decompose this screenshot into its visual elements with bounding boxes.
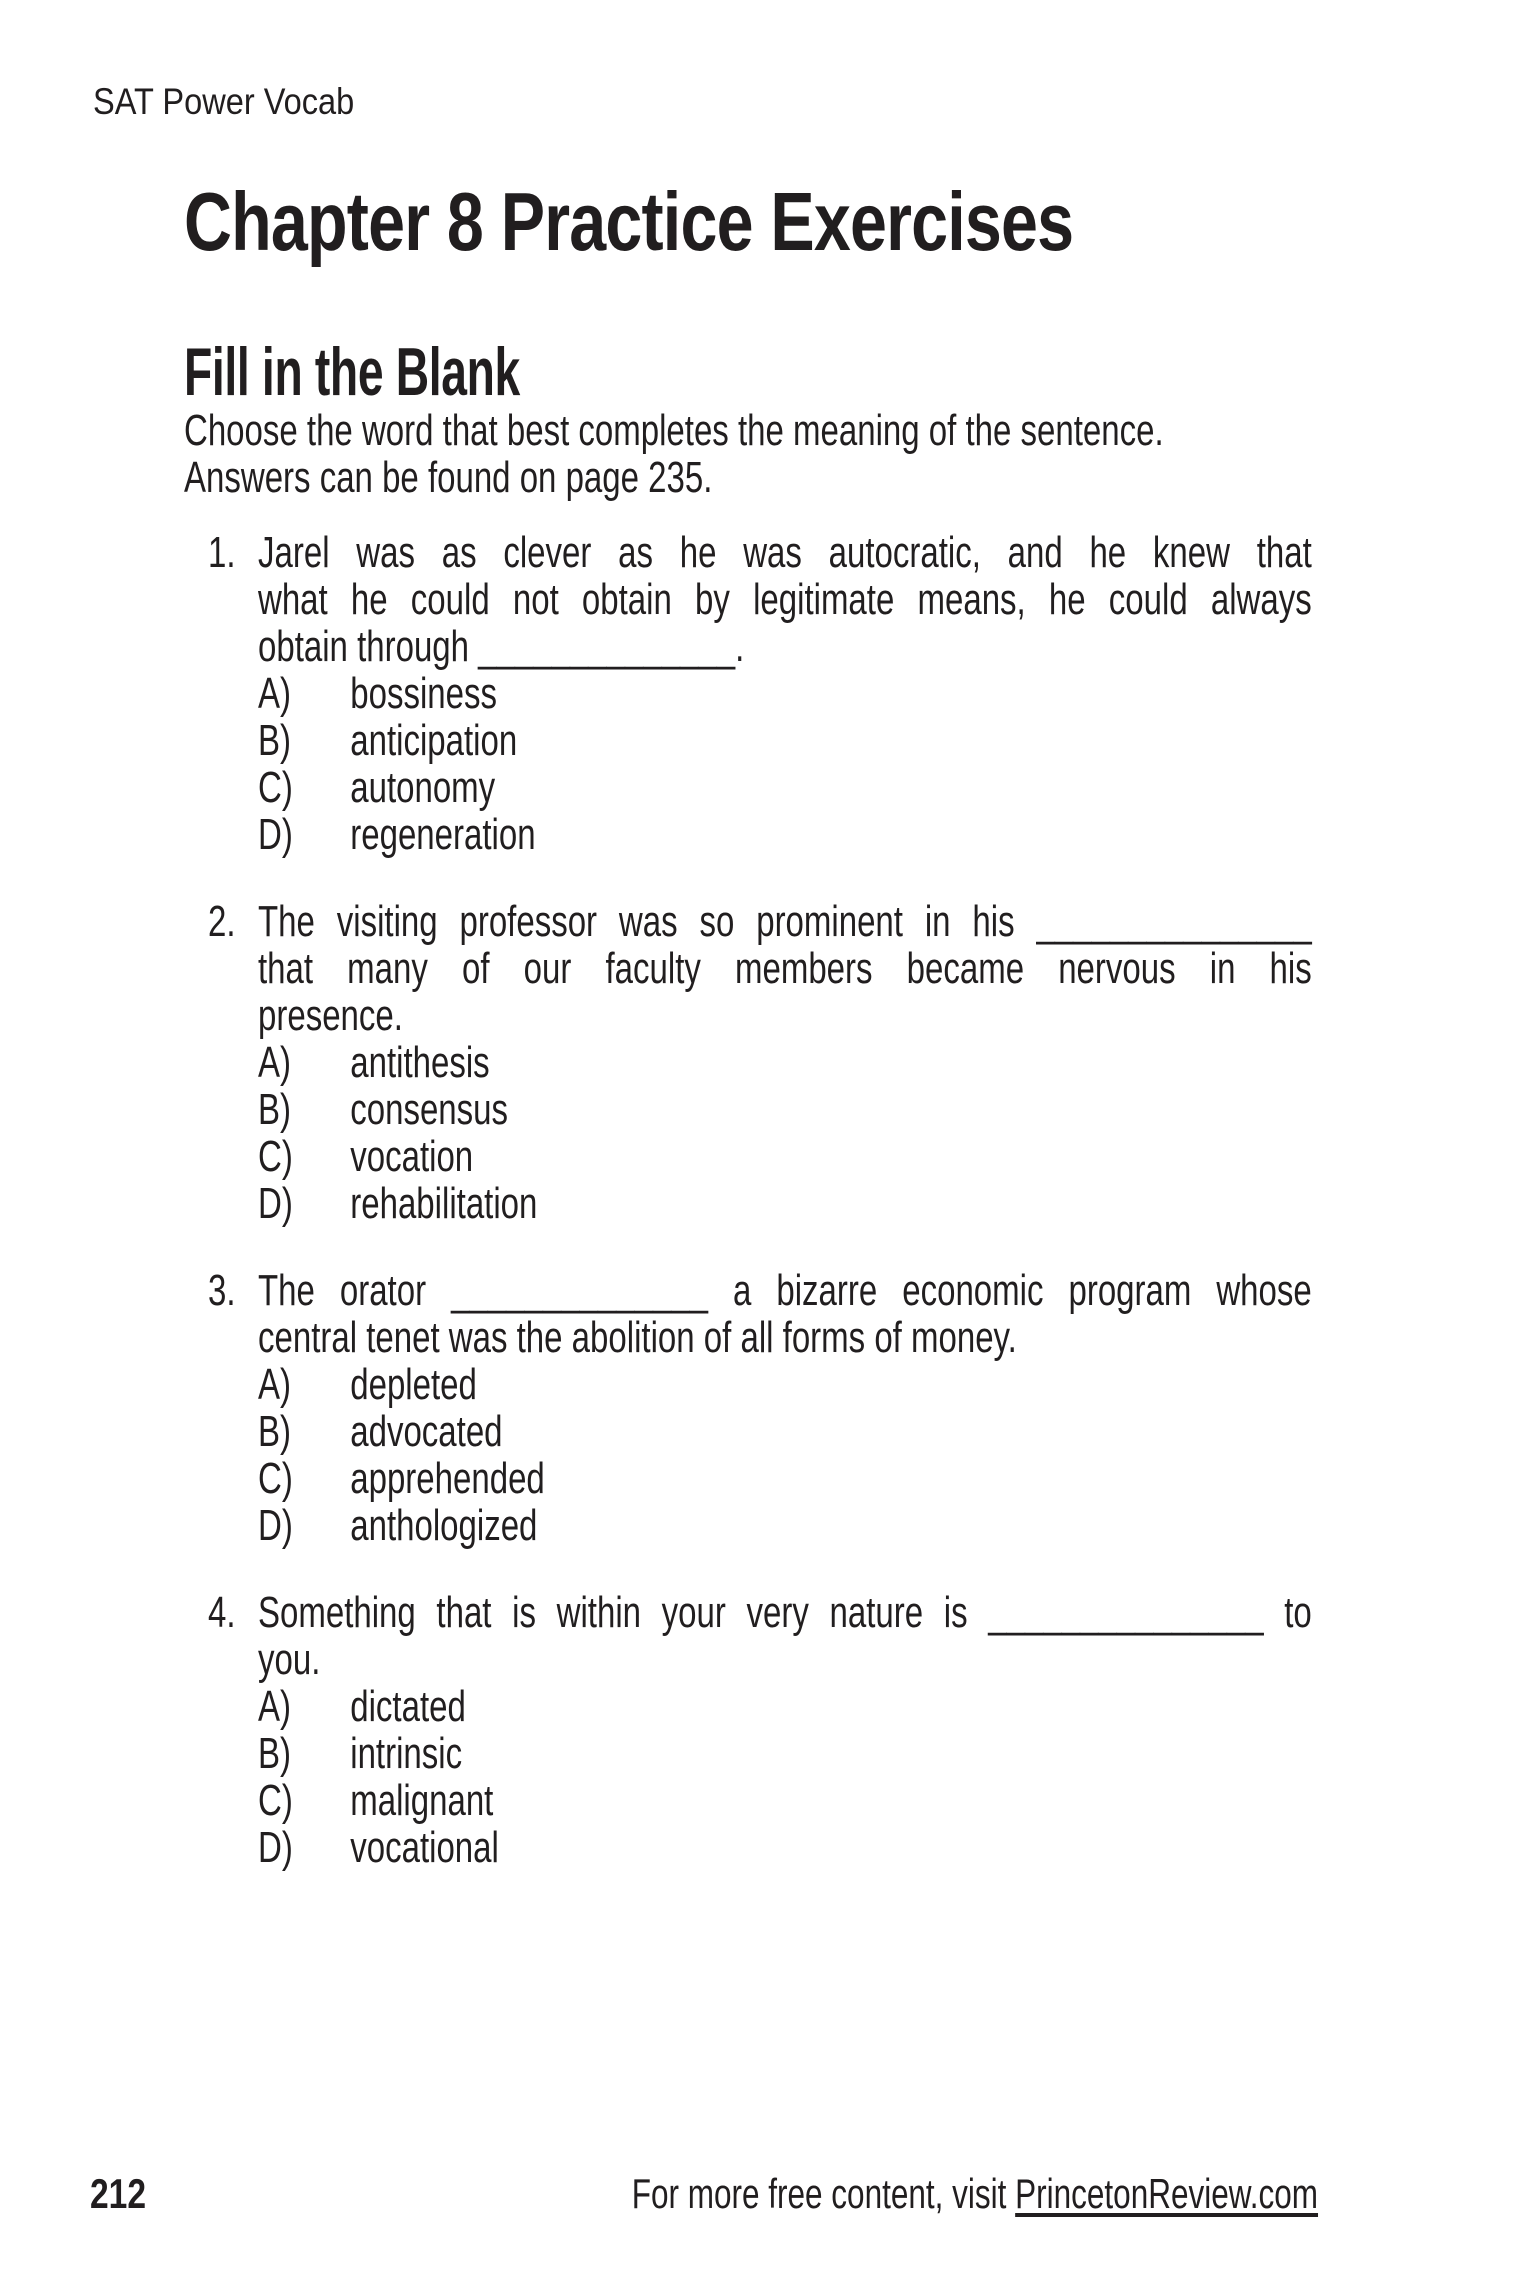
option-row	[258, 1039, 1312, 1086]
question-line: The orator ______________ a bizarre economic program whose	[258, 1266, 1312, 1315]
option-letter: B)	[258, 716, 291, 765]
option-row	[258, 1455, 1312, 1502]
option-letter: B)	[258, 1085, 291, 1134]
option-row	[258, 717, 1312, 764]
footer-text-wrap	[632, 2172, 1318, 2216]
section-intro	[184, 407, 1312, 501]
question-line: you.	[258, 1635, 321, 1684]
chapter-title	[184, 175, 1312, 268]
question-line: The visiting professor was so prominent in his _______________	[258, 897, 1312, 946]
option-letter: C)	[258, 1776, 293, 1825]
option-text: antithesis	[350, 1038, 490, 1087]
footer-line	[403, 2172, 1318, 2216]
question-number: 3.	[208, 1266, 236, 1315]
option-text: depleted	[350, 1360, 477, 1409]
option-row	[258, 1180, 1312, 1227]
question-item-2	[184, 898, 1312, 1227]
question-item-4	[184, 1589, 1312, 1871]
option-text: intrinsic	[350, 1729, 463, 1778]
option-text: bossiness	[350, 669, 498, 718]
option-letter: D)	[258, 1179, 293, 1228]
footer-text: For more free content, visit	[631, 2170, 1016, 2217]
option-text: anthologized	[350, 1501, 538, 1550]
option-text: malignant	[350, 1776, 494, 1825]
question-item-3	[184, 1267, 1312, 1549]
option-row	[258, 1824, 1312, 1871]
page-number: 212	[90, 2170, 147, 2217]
option-row	[258, 764, 1312, 811]
question-line: central tenet was the abolition of all forms of money.	[258, 1313, 1017, 1362]
section-title	[184, 334, 1312, 410]
question-line: that many of our faculty members became nervous in his	[258, 944, 1312, 993]
option-letter: D)	[258, 1501, 293, 1550]
option-row	[258, 1502, 1312, 1549]
question-number: 2.	[208, 897, 236, 946]
option-text: apprehended	[350, 1454, 545, 1503]
option-letter: A)	[258, 669, 291, 718]
chapter-title-text: Chapter 8 Practice Exercises	[184, 175, 1074, 268]
option-letter: C)	[258, 1454, 293, 1503]
princeton-review-link[interactable]: PrincetonReview.com	[1015, 2170, 1318, 2217]
option-text: advocated	[350, 1407, 503, 1456]
question-line: Jarel was as clever as he was autocratic, and he knew that	[258, 528, 1312, 577]
option-text: autonomy	[350, 763, 496, 812]
option-letter: A)	[258, 1038, 291, 1087]
question-number: 1.	[208, 528, 236, 577]
option-list	[258, 670, 1312, 858]
question-line: presence.	[258, 991, 403, 1040]
question-line: obtain through ______________.	[258, 622, 745, 671]
page-content	[184, 175, 1312, 1911]
option-letter: D)	[258, 810, 293, 859]
option-list	[258, 1039, 1312, 1227]
option-list	[258, 1683, 1312, 1871]
option-letter: C)	[258, 1132, 293, 1181]
intro-line: Choose the word that best completes the meaning of the sentence.	[184, 406, 1164, 455]
option-letter: D)	[258, 1823, 293, 1872]
option-list	[258, 1361, 1312, 1549]
option-row	[258, 1086, 1312, 1133]
option-row	[258, 1777, 1312, 1824]
option-row	[258, 1683, 1312, 1730]
option-letter: A)	[258, 1682, 291, 1731]
option-row	[258, 811, 1312, 858]
option-text: anticipation	[350, 716, 518, 765]
option-row	[258, 1133, 1312, 1180]
option-row	[258, 1408, 1312, 1455]
option-text: rehabilitation	[350, 1179, 538, 1228]
option-letter: B)	[258, 1729, 291, 1778]
question-list	[184, 529, 1312, 1871]
option-text: vocation	[350, 1132, 474, 1181]
option-text: vocational	[350, 1823, 499, 1872]
option-row	[258, 1361, 1312, 1408]
question-item-1	[184, 529, 1312, 858]
option-letter: C)	[258, 763, 293, 812]
option-text: regeneration	[350, 810, 536, 859]
option-text: consensus	[350, 1085, 509, 1134]
question-number: 4.	[208, 1588, 236, 1637]
intro-line: Answers can be found on page 235.	[184, 453, 713, 502]
section-title-text: Fill in the Blank	[184, 334, 520, 410]
running-header: SAT Power Vocab	[93, 81, 355, 122]
option-letter: B)	[258, 1407, 291, 1456]
option-text: dictated	[350, 1682, 466, 1731]
option-row	[258, 1730, 1312, 1777]
option-row	[258, 670, 1312, 717]
option-letter: A)	[258, 1360, 291, 1409]
question-line: Something that is within your very nature is _______________ to	[258, 1588, 1312, 1637]
question-line: what he could not obtain by legitimate means, he could always	[258, 575, 1312, 624]
